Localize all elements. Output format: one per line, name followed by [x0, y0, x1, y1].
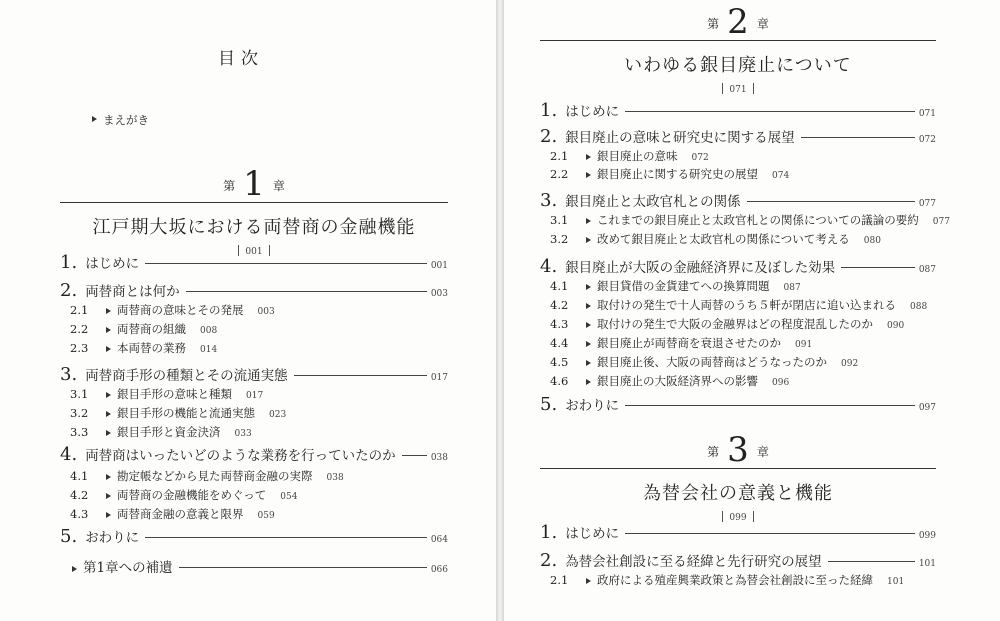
page-number: 072: [918, 135, 936, 145]
chapter-3-header: [540, 430, 936, 523]
supplement-title: 第1章への補遺: [83, 560, 173, 576]
section-title: はじめに: [565, 104, 620, 120]
page-number: 087: [783, 283, 801, 293]
page-number: 038: [430, 453, 448, 463]
page-number: 074: [772, 171, 790, 181]
page-number: 017: [246, 391, 264, 401]
subsection-number: 4.2: [70, 488, 89, 502]
toc-entry[interactable]: [60, 364, 448, 385]
leader-line: [801, 137, 915, 138]
subsection-title: 取付けの発生で大阪の金融界はどの程度混乱したのか: [597, 317, 873, 331]
toc-subentry[interactable]: [70, 506, 275, 522]
toc-subentry[interactable]: [70, 424, 252, 440]
triangle-bullet-icon: [586, 154, 591, 160]
book-gutter: [496, 0, 504, 621]
triangle-bullet-icon: [586, 360, 591, 366]
page-number: 033: [234, 429, 252, 439]
subsection-title: 銀目手形の機能と流通実態: [117, 406, 255, 420]
subsection-number: 4.2: [550, 298, 569, 312]
subsection-number: 3.2: [70, 406, 89, 420]
chapter-label-post: 章: [756, 445, 769, 459]
triangle-bullet-icon: [586, 341, 591, 347]
leader-line: [145, 263, 427, 264]
section-number: 2.: [540, 550, 558, 571]
subsection-title: 政府による殖産興業政策と為替会社創設に至った経緯: [597, 573, 873, 587]
preface-entry[interactable]: [92, 112, 149, 128]
subsection-title: 銀目廃止が両替商を衰退させたのか: [597, 336, 781, 350]
right-page: [504, 0, 1000, 621]
subsection-number: 4.3: [550, 317, 569, 331]
page-number: 003: [257, 307, 275, 317]
page-number: 064: [430, 535, 448, 545]
toc-subentry[interactable]: [550, 212, 950, 228]
page-number: 001: [430, 261, 448, 271]
chapter-2-header: [540, 2, 936, 95]
leader-line: [841, 267, 915, 268]
section-number: 2.: [60, 280, 78, 301]
section-title: 銀目廃止の意味と研究史に関する展望: [565, 130, 795, 146]
toc-subentry[interactable]: [550, 335, 812, 351]
triangle-bullet-icon: [586, 322, 591, 328]
chapter-page: 071: [729, 85, 747, 95]
section-number: 1.: [540, 100, 558, 121]
triangle-bullet-icon: [106, 474, 111, 480]
toc-subentry[interactable]: [550, 373, 789, 389]
toc-entry[interactable]: [540, 550, 936, 571]
leader-line: [828, 561, 915, 562]
subsection-number: 3.3: [70, 425, 89, 439]
chapter-number: 1: [243, 164, 265, 204]
toc-subentry[interactable]: [550, 166, 789, 182]
triangle-bullet-icon: [106, 327, 111, 333]
leader-line: [186, 291, 427, 292]
page-number: 077: [918, 199, 936, 209]
subsection-title: 取付けの発生で十人両替のうち５軒が閉店に追い込まれる: [597, 298, 896, 312]
toc-subentry[interactable]: [70, 321, 217, 337]
triangle-bullet-icon: [106, 392, 111, 398]
subsection-title: 銀目手形と資金決済: [117, 425, 221, 439]
page-number: 092: [841, 359, 859, 369]
subsection-number: 2.2: [550, 167, 569, 181]
leader-line: [625, 533, 915, 534]
subsection-number: 4.1: [550, 279, 569, 293]
triangle-bullet-icon: [72, 566, 77, 572]
section-number: 1.: [540, 522, 558, 543]
section-number: 1.: [60, 252, 78, 273]
section-title: 両替商はいったいどのような業務を行っていたのか: [85, 448, 396, 464]
subsection-number: 3.2: [550, 232, 569, 246]
triangle-bullet-icon: [106, 308, 111, 314]
chapter-title[interactable]: いわゆる銀目廃止について: [624, 55, 852, 76]
subsection-number: 4.5: [550, 355, 569, 369]
page-number: 054: [280, 492, 298, 502]
subsection-title: 銀目廃止に関する研究史の展望: [597, 167, 758, 181]
subsection-title: 銀目廃止後、大阪の両替商はどうなったのか: [597, 355, 827, 369]
triangle-bullet-icon: [586, 237, 591, 243]
section-number: 5.: [540, 394, 558, 415]
subsection-title: これまでの銀目廃止と太政官札との関係についての議論の要約: [597, 213, 919, 227]
toc-subentry[interactable]: [550, 148, 709, 164]
section-title: 為替会社創設に至る経緯と先行研究の展望: [565, 554, 822, 570]
section-title: はじめに: [85, 256, 140, 272]
section-title: 銀目廃止が大阪の金融経済界に及ぼした効果: [565, 260, 836, 276]
toc-subentry[interactable]: [550, 231, 881, 247]
toc-entry[interactable]: [60, 252, 448, 273]
page-number: 023: [269, 410, 287, 420]
chapter-page: 001: [245, 247, 263, 257]
subsection-title: 改めて銀目廃止と太政官札の関係について考える: [597, 232, 850, 246]
toc-subentry[interactable]: [550, 316, 904, 332]
subsection-title: 銀目手形の意味と種類: [117, 387, 232, 401]
subsection-title: 本両替の業務: [117, 341, 186, 355]
toc-subentry[interactable]: [70, 302, 275, 318]
subsection-title: 銀目廃止の大阪経済界への影響: [597, 374, 758, 388]
page-number: 101: [918, 559, 936, 569]
page-number: 088: [910, 302, 928, 312]
toc-entry[interactable]: [60, 444, 448, 465]
page-number: 090: [887, 321, 905, 331]
section-number: 3.: [60, 364, 78, 385]
triangle-bullet-icon: [106, 411, 111, 417]
toc-entry[interactable]: [540, 256, 936, 277]
subsection-title: 銀目貸借の金貨建てへの換算問題: [597, 279, 770, 293]
page-number: 014: [200, 345, 218, 355]
triangle-bullet-icon: [586, 578, 591, 584]
toc-title: 目次: [218, 49, 264, 69]
toc-subentry[interactable]: [550, 278, 801, 294]
toc-entry[interactable]: [60, 280, 448, 301]
page-number: 091: [795, 340, 813, 350]
page-number: 080: [863, 236, 881, 246]
subsection-title: 両替商の意味とその発展: [117, 303, 244, 317]
page-number: 099: [918, 531, 936, 541]
chapter-label-pre: 第: [223, 179, 236, 193]
page-number: 077: [932, 217, 950, 227]
toc-subentry[interactable]: [550, 572, 904, 588]
leader-line: [747, 201, 915, 202]
page-number: 059: [257, 511, 275, 521]
chapter-label-post: 章: [272, 179, 285, 193]
section-number: 4.: [540, 256, 558, 277]
triangle-bullet-icon: [586, 303, 591, 309]
toc-subentry[interactable]: [70, 487, 297, 503]
triangle-bullet-icon: [106, 430, 111, 436]
chapter-1-header: [60, 164, 448, 257]
section-title: 銀目廃止と太政官札との関係: [565, 194, 741, 210]
subsection-number: 3.1: [70, 387, 89, 401]
subsection-title: 勘定帳などから見た両替商金融の実際: [117, 469, 313, 483]
leader-line: [294, 375, 427, 376]
toc-entry[interactable]: [540, 394, 936, 415]
triangle-bullet-icon: [106, 512, 111, 518]
subsection-number: 4.4: [550, 336, 569, 350]
subsection-number: 3.1: [550, 213, 569, 227]
subsection-title: 両替商の金融機能をめぐって: [117, 488, 267, 502]
toc-subentry[interactable]: [70, 405, 286, 421]
page-number: 096: [772, 378, 790, 388]
chapter-title[interactable]: 為替会社の意義と機能: [643, 483, 833, 504]
chapter-label-pre: 第: [707, 17, 720, 31]
subsection-number: 2.1: [70, 303, 89, 317]
section-title: おわりに: [85, 530, 140, 546]
leader-line: [625, 405, 915, 406]
chapter-title[interactable]: 江戸期大坂における両替商の金融機能: [92, 217, 416, 238]
left-page: [0, 0, 496, 621]
section-title: おわりに: [565, 398, 620, 414]
section-number: 5.: [60, 526, 78, 547]
page-number: 101: [887, 577, 905, 587]
toc-entry[interactable]: [540, 100, 936, 121]
subsection-title: 両替商の組織: [117, 322, 186, 336]
triangle-bullet-icon: [586, 379, 591, 385]
triangle-bullet-icon: [92, 116, 97, 122]
subsection-title: 銀目廃止の意味: [597, 149, 678, 163]
section-number: 2.: [540, 126, 558, 147]
section-title: 両替商とは何か: [85, 284, 180, 300]
page-number: 072: [691, 153, 709, 163]
chapter-page-marker: [540, 83, 936, 95]
leader-line: [625, 111, 915, 112]
section-number: 3.: [540, 190, 558, 211]
leader-line: [179, 567, 427, 568]
triangle-bullet-icon: [106, 493, 111, 499]
page-number: 003: [430, 289, 448, 299]
chapter-label-post: 章: [756, 17, 769, 31]
subsection-number: 2.2: [70, 322, 89, 336]
section-number: 4.: [60, 444, 78, 465]
subsection-number: 4.3: [70, 507, 89, 521]
section-title: はじめに: [565, 526, 620, 542]
page-number: 066: [430, 565, 448, 575]
page-number: 071: [918, 109, 936, 119]
subsection-number: 2.1: [550, 149, 569, 163]
supplement-entry[interactable]: [72, 556, 448, 576]
triangle-bullet-icon: [586, 284, 591, 290]
subsection-title: 両替商金融の意義と限界: [117, 507, 244, 521]
toc-subentry[interactable]: [550, 297, 927, 313]
triangle-bullet-icon: [106, 346, 111, 352]
subsection-number: 2.1: [550, 573, 569, 587]
page-number: 017: [430, 373, 448, 383]
toc-entry[interactable]: [540, 126, 936, 147]
toc-subentry[interactable]: [70, 468, 344, 484]
page-number: 097: [918, 403, 936, 413]
page-number: 087: [918, 265, 936, 275]
toc-entry[interactable]: [60, 526, 448, 547]
toc-subentry[interactable]: [70, 340, 217, 356]
leader-line: [402, 455, 427, 456]
triangle-bullet-icon: [586, 172, 591, 178]
subsection-number: 2.3: [70, 341, 89, 355]
triangle-bullet-icon: [586, 218, 591, 224]
chapter-label-pre: 第: [707, 445, 720, 459]
subsection-number: 4.1: [70, 469, 89, 483]
chapter-page: 099: [729, 513, 747, 523]
chapter-number: 3: [727, 430, 749, 470]
toc-entry[interactable]: [540, 522, 936, 543]
subsection-number: 4.6: [550, 374, 569, 388]
toc-subentry[interactable]: [70, 386, 263, 402]
page-number: 038: [326, 473, 344, 483]
preface-label: まえがき: [103, 113, 149, 127]
toc-subentry[interactable]: [550, 354, 858, 370]
toc-entry[interactable]: [540, 190, 936, 211]
section-title: 両替商手形の種類とその流通実態: [85, 368, 288, 384]
chapter-number: 2: [727, 2, 749, 42]
page-number: 008: [200, 326, 218, 336]
leader-line: [145, 537, 427, 538]
